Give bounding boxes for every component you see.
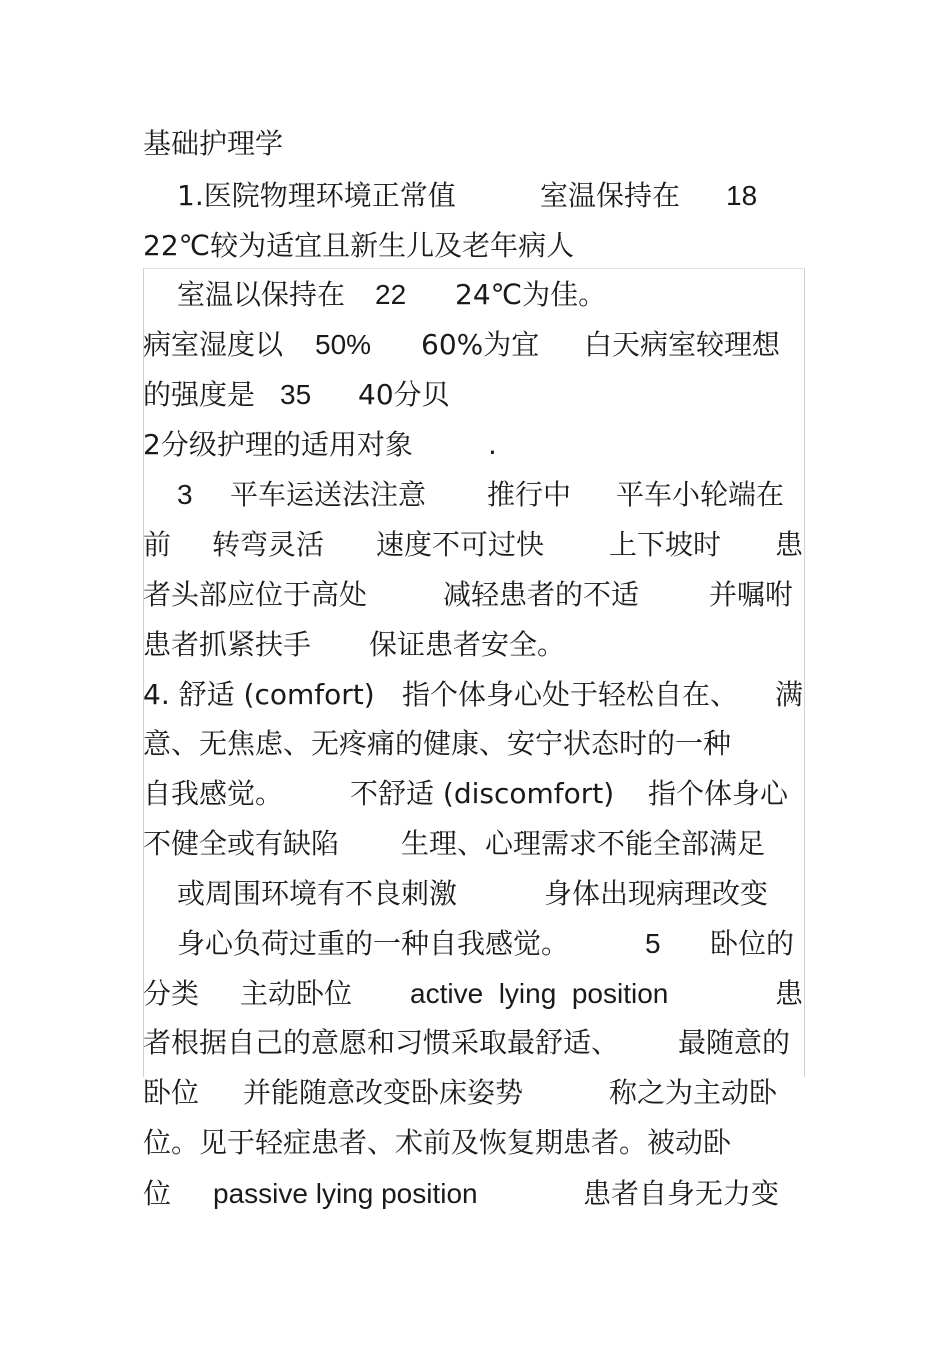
text-segment: 速度不可过快 (376, 528, 545, 561)
text-segment: 5 (645, 928, 661, 959)
text-segment: 转弯灵活 (212, 528, 325, 561)
text-segment: 60%为宜 (421, 328, 540, 361)
text-segment: 称之为主动卧 (609, 1076, 778, 1109)
text-segment: 24℃为佳。 (455, 278, 607, 311)
text-segment: 患者抓紧扶手 (143, 628, 312, 661)
text-segment: passive lying position (213, 1178, 478, 1209)
text-line (0, 1176, 950, 1212)
text-segment: 自我感觉。 (143, 777, 284, 810)
text-line (0, 527, 950, 563)
text-line (0, 178, 950, 214)
text-segment: 减轻患者的不适 (443, 578, 640, 611)
document-title: 基础护理学 (143, 127, 284, 160)
text-segment: 4. 舒适 (comfort) (143, 678, 375, 711)
text-segment: 意、无焦虑、无疼痛的健康、安宁状态时的一种 (143, 727, 732, 760)
text-segment: . (488, 428, 497, 461)
text-line (0, 826, 950, 862)
text-segment: 者根据自己的意愿和习惯采取最舒适、 (143, 1026, 620, 1059)
text-segment: 22℃较为适宜且新生儿及老年病人 (143, 229, 575, 262)
text-segment: 不舒适 (discomfort) (350, 777, 615, 810)
text-segment: 或周围环境有不良刺激 (177, 877, 458, 910)
text-segment: 生理、心理需求不能全部满足 (401, 827, 766, 860)
text-segment: 主动卧位 (240, 977, 353, 1010)
text-segment: 35 (280, 379, 312, 410)
text-line (0, 327, 950, 363)
text-line (0, 677, 950, 713)
text-segment: 室温以保持在 (177, 278, 346, 311)
text-line (0, 976, 950, 1012)
text-line (0, 277, 950, 313)
text-segment: 满 (775, 678, 804, 711)
text-segment: 指个体身心处于轻松自在、 (402, 678, 739, 711)
text-line (0, 228, 950, 264)
text-segment: 身体出现病理改变 (544, 877, 769, 910)
text-line (0, 726, 950, 762)
text-segment: 位。见于轻症患者、术前及恢复期患者。被动卧 (143, 1126, 732, 1159)
text-segment: 1.医院物理环境正常值 (177, 179, 456, 212)
text-segment: 并嘱咐 (709, 578, 794, 611)
text-line (0, 477, 950, 513)
text-segment: 白天病室较理想 (584, 328, 781, 361)
text-line (0, 776, 950, 812)
text-line (0, 876, 950, 912)
text-line (0, 1125, 950, 1161)
text-segment: 的强度是 (143, 378, 256, 411)
text-segment: 保证患者安全。 (369, 628, 566, 661)
text-segment: 患 (775, 977, 804, 1010)
text-segment: 病室湿度以 (143, 328, 284, 361)
text-segment: 指个体身心 (648, 777, 789, 810)
text-segment: 前 (143, 528, 172, 561)
text-segment: 患 (775, 528, 804, 561)
text-segment: 最随意的 (678, 1026, 791, 1059)
text-segment: 50% (315, 329, 372, 360)
text-segment: 上下坡时 (609, 528, 722, 561)
text-line (0, 1075, 950, 1111)
text-segment: 40分贝 (358, 378, 450, 411)
text-segment: 22 (375, 279, 407, 310)
text-segment: 者头部应位于高处 (143, 578, 368, 611)
text-segment: 室温保持在 (540, 179, 681, 212)
text-segment: 平车小轮端在 (616, 478, 785, 511)
text-line (0, 1025, 950, 1061)
text-segment: 平车运送法注意 (230, 478, 427, 511)
text-line (0, 377, 950, 413)
text-line (0, 627, 950, 663)
text-segment: 并能随意改变卧床姿势 (243, 1076, 524, 1109)
text-segment: 身心负荷过重的一种自我感觉。 (177, 927, 570, 960)
text-segment: active lying position (410, 978, 669, 1009)
text-line (0, 577, 950, 613)
text-segment: 18 (726, 180, 758, 211)
text-segment: 推行中 (487, 478, 572, 511)
text-segment: 位 (143, 1177, 172, 1210)
text-segment: 3 (177, 479, 193, 510)
text-line (0, 926, 950, 962)
text-line (0, 427, 950, 463)
text-segment: 卧位 (143, 1076, 200, 1109)
text-segment: 2分级护理的适用对象 (143, 428, 413, 461)
text-segment: 患者自身无力变 (583, 1177, 780, 1210)
text-segment: 分类 (143, 977, 200, 1010)
text-segment: 卧位的 (710, 927, 795, 960)
text-segment: 不健全或有缺陷 (143, 827, 340, 860)
